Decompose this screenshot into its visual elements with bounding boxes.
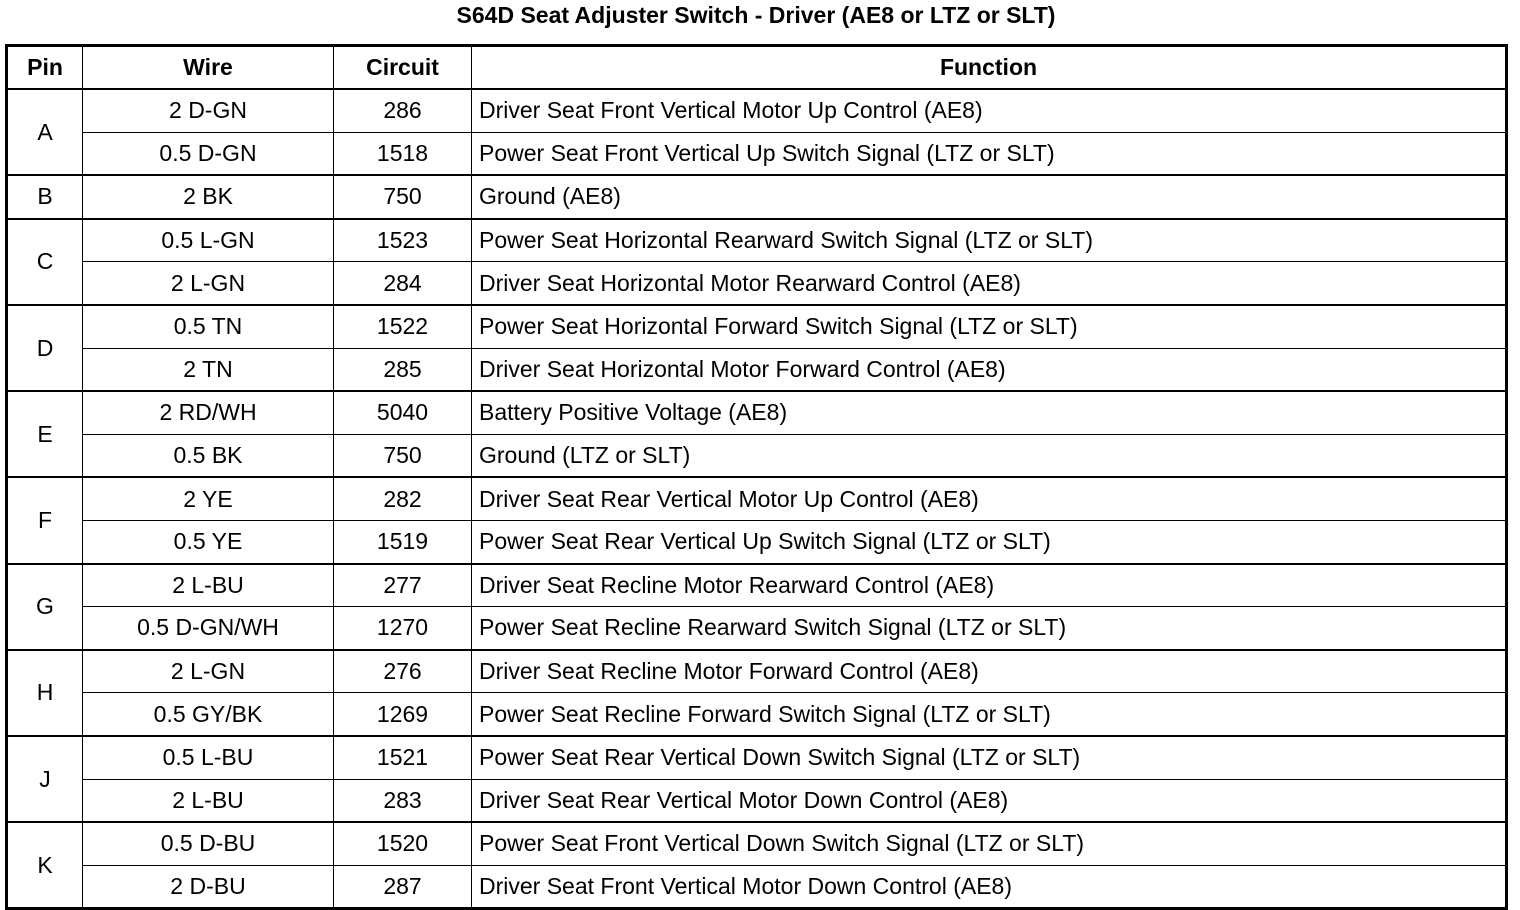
function-cell: Driver Seat Front Vertical Motor Down Control (AE8) (472, 865, 1507, 909)
table-row (7, 89, 1507, 132)
pinout-table (5, 44, 1508, 910)
wire-cell: 2 L-BU (83, 779, 334, 822)
table-row (7, 736, 1507, 779)
header-function: Function (472, 46, 1507, 90)
pin-cell: J (7, 736, 83, 822)
pin-cell: C (7, 219, 83, 305)
function-cell: Power Seat Horizontal Forward Switch Signal (LTZ or SLT) (472, 305, 1507, 348)
table-row (7, 779, 1507, 822)
pin-cell: G (7, 564, 83, 650)
circuit-cell: 285 (334, 348, 472, 391)
function-cell: Power Seat Front Vertical Down Switch Signal (LTZ or SLT) (472, 822, 1507, 865)
header-circuit: Circuit (334, 46, 472, 90)
table-row (7, 607, 1507, 650)
circuit-cell: 276 (334, 650, 472, 693)
wire-cell: 0.5 L-GN (83, 219, 334, 262)
wire-cell: 2 D-BU (83, 865, 334, 909)
header-wire: Wire (83, 46, 334, 90)
function-cell: Power Seat Recline Rearward Switch Signal (LTZ or SLT) (472, 607, 1507, 650)
function-cell: Driver Seat Recline Motor Rearward Control (AE8) (472, 564, 1507, 607)
pin-cell: E (7, 391, 83, 477)
table-row (7, 822, 1507, 865)
wire-cell: 0.5 D-GN/WH (83, 607, 334, 650)
table-row (7, 650, 1507, 693)
table-row (7, 262, 1507, 305)
table-row (7, 564, 1507, 607)
circuit-cell: 1518 (334, 132, 472, 175)
circuit-cell: 284 (334, 262, 472, 305)
table-row (7, 132, 1507, 175)
function-cell: Driver Seat Recline Motor Forward Control (AE8) (472, 650, 1507, 693)
function-cell: Ground (LTZ or SLT) (472, 434, 1507, 477)
header-pin: Pin (7, 46, 83, 90)
circuit-cell: 283 (334, 779, 472, 822)
function-cell: Driver Seat Horizontal Motor Forward Control (AE8) (472, 348, 1507, 391)
function-cell: Driver Seat Rear Vertical Motor Up Control (AE8) (472, 477, 1507, 520)
pin-cell: B (7, 175, 83, 219)
function-cell: Power Seat Front Vertical Up Switch Signal (LTZ or SLT) (472, 132, 1507, 175)
circuit-cell: 1269 (334, 693, 472, 736)
circuit-cell: 5040 (334, 391, 472, 434)
circuit-cell: 750 (334, 175, 472, 219)
wire-cell: 0.5 YE (83, 520, 334, 563)
wire-cell: 0.5 GY/BK (83, 693, 334, 736)
table-row (7, 693, 1507, 736)
wire-cell: 2 D-GN (83, 89, 334, 132)
wire-cell: 0.5 L-BU (83, 736, 334, 779)
function-cell: Power Seat Recline Forward Switch Signal (LTZ or SLT) (472, 693, 1507, 736)
wire-cell: 2 L-GN (83, 262, 334, 305)
circuit-cell: 1523 (334, 219, 472, 262)
function-cell: Driver Seat Rear Vertical Motor Down Control (AE8) (472, 779, 1507, 822)
function-cell: Power Seat Rear Vertical Down Switch Signal (LTZ or SLT) (472, 736, 1507, 779)
document-title: S64D Seat Adjuster Switch - Driver (AE8 or LTZ or SLT) (456, 2, 1056, 28)
pin-cell: K (7, 822, 83, 909)
circuit-cell: 1521 (334, 736, 472, 779)
table-row (7, 175, 1507, 219)
circuit-cell: 287 (334, 865, 472, 909)
pin-cell: H (7, 650, 83, 736)
circuit-cell: 277 (334, 564, 472, 607)
circuit-cell: 286 (334, 89, 472, 132)
circuit-cell: 1519 (334, 520, 472, 563)
wire-cell: 2 L-GN (83, 650, 334, 693)
table-row (7, 219, 1507, 262)
wire-cell: 0.5 D-GN (83, 132, 334, 175)
wire-cell: 0.5 D-BU (83, 822, 334, 865)
circuit-cell: 1522 (334, 305, 472, 348)
table-row (7, 305, 1507, 348)
wire-cell: 2 RD/WH (83, 391, 334, 434)
function-cell: Power Seat Horizontal Rearward Switch Signal (LTZ or SLT) (472, 219, 1507, 262)
table-row (7, 434, 1507, 477)
pin-cell: F (7, 477, 83, 563)
function-cell: Driver Seat Horizontal Motor Rearward Control (AE8) (472, 262, 1507, 305)
pin-cell: D (7, 305, 83, 391)
wire-cell: 2 L-BU (83, 564, 334, 607)
header-row (7, 46, 1507, 90)
function-cell: Driver Seat Front Vertical Motor Up Control (AE8) (472, 89, 1507, 132)
wire-cell: 0.5 BK (83, 434, 334, 477)
circuit-cell: 282 (334, 477, 472, 520)
circuit-cell: 750 (334, 434, 472, 477)
pinout-body (7, 89, 1507, 909)
wire-cell: 0.5 TN (83, 305, 334, 348)
table-row (7, 865, 1507, 909)
pin-cell: A (7, 89, 83, 175)
table-row (7, 391, 1507, 434)
wire-cell: 2 TN (83, 348, 334, 391)
circuit-cell: 1520 (334, 822, 472, 865)
function-cell: Ground (AE8) (472, 175, 1507, 219)
table-row (7, 520, 1507, 563)
wire-cell: 2 YE (83, 477, 334, 520)
circuit-cell: 1270 (334, 607, 472, 650)
table-row (7, 348, 1507, 391)
function-cell: Power Seat Rear Vertical Up Switch Signal (LTZ or SLT) (472, 520, 1507, 563)
function-cell: Battery Positive Voltage (AE8) (472, 391, 1507, 434)
table-row (7, 477, 1507, 520)
wire-cell: 2 BK (83, 175, 334, 219)
